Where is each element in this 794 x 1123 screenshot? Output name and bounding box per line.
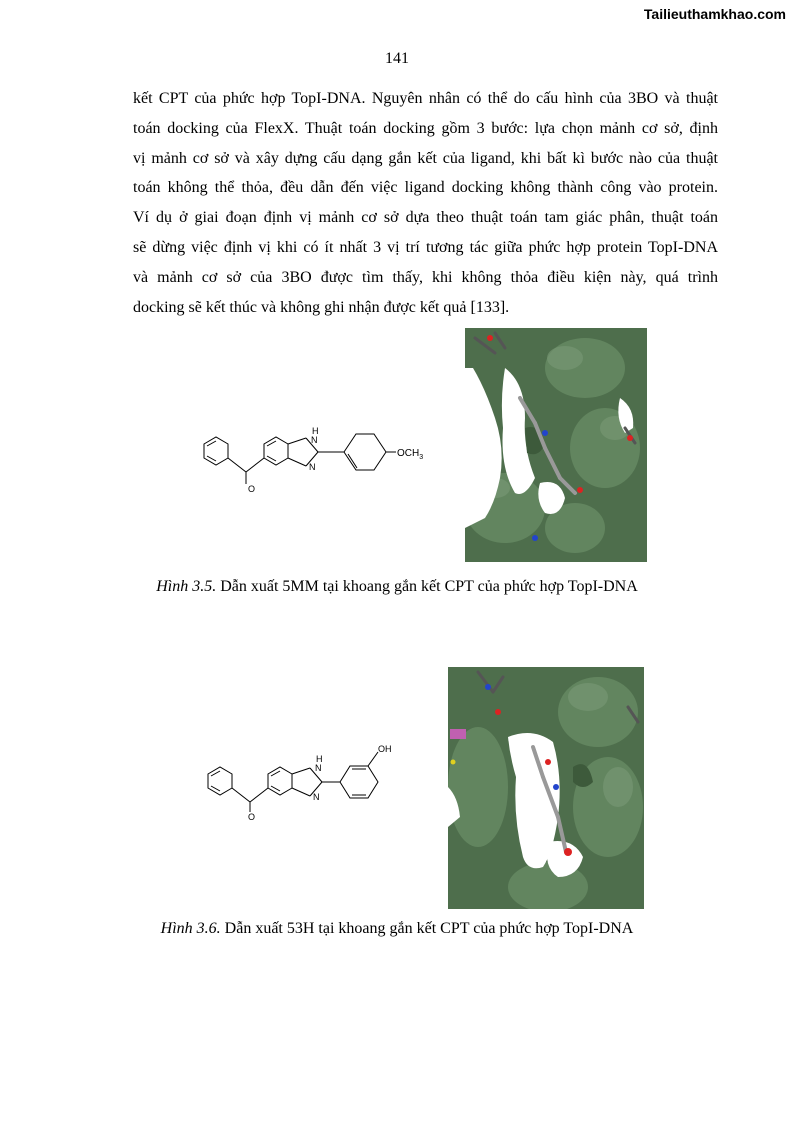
structure-5mm [196, 420, 436, 500]
figure-label: Hình 3.5. [156, 578, 217, 595]
paragraph-line: toán docking của FlexX. Thuật toán docking gồm 3 bước: lựa chọn mảnh cơ sở, định [133, 119, 718, 137]
atom-label: $OCH_3$ [397, 448, 424, 461]
docking-image-5mm [465, 328, 647, 562]
atom-label: N [309, 462, 316, 472]
figure-label: Hình 3.6. [160, 920, 221, 937]
caption-text: Dẫn xuất 53H tại khoang gắn kết CPT của phức hợp TopI-DNA [220, 920, 634, 937]
caption-text: Dẫn xuất 5MM tại khoang gắn kết CPT của phức hợp TopI-DNA [216, 578, 638, 595]
figure-caption [0, 920, 794, 938]
paragraph-line: sẽ dừng việc định vị khi có ít nhất 3 vị trí tương tác giữa phức hợp protein TopI-DNA [133, 238, 718, 256]
structure-53h [200, 740, 400, 830]
atom-label: H [312, 426, 319, 436]
figure-caption [0, 578, 794, 596]
atom-label: N [313, 792, 320, 802]
paragraph-line: kết CPT của phức hợp TopI-DNA. Nguyên nhân có thể do cấu hình của 3BO và thuật [133, 90, 718, 107]
page-number: 141 [385, 50, 409, 67]
atom-label: N [315, 763, 322, 773]
atom-label: O [248, 812, 256, 822]
watermark: Tailieuthamkhao.com [643, 6, 786, 22]
atom-label: O [248, 484, 256, 494]
atom-label: OH [378, 744, 392, 754]
paragraph-line: vị mảnh cơ sở và xây dựng cấu dạng gắn kết của ligand, khi bất kì bước nào của thuật [133, 149, 718, 167]
atom-label: N [311, 435, 318, 445]
paragraph-line: Ví dụ ở giai đoạn định vị mảnh cơ sở dựa theo thuật toán tam giác phân, thuật toán [133, 209, 718, 227]
paragraph-line: docking sẽ kết thúc và không ghi nhận được kết quả [133]. [133, 298, 510, 316]
docking-image-53h [448, 667, 644, 909]
atom-label: H [316, 754, 323, 764]
paragraph-line: và mảnh cơ sở của 3BO được tìm thấy, khi không thỏa điều kiện này, quá trình [133, 268, 718, 286]
body-paragraph [133, 84, 718, 322]
paragraph-line: toán không thể thỏa, đều dẫn đến việc ligand docking không thành công vào protein. [133, 179, 718, 197]
